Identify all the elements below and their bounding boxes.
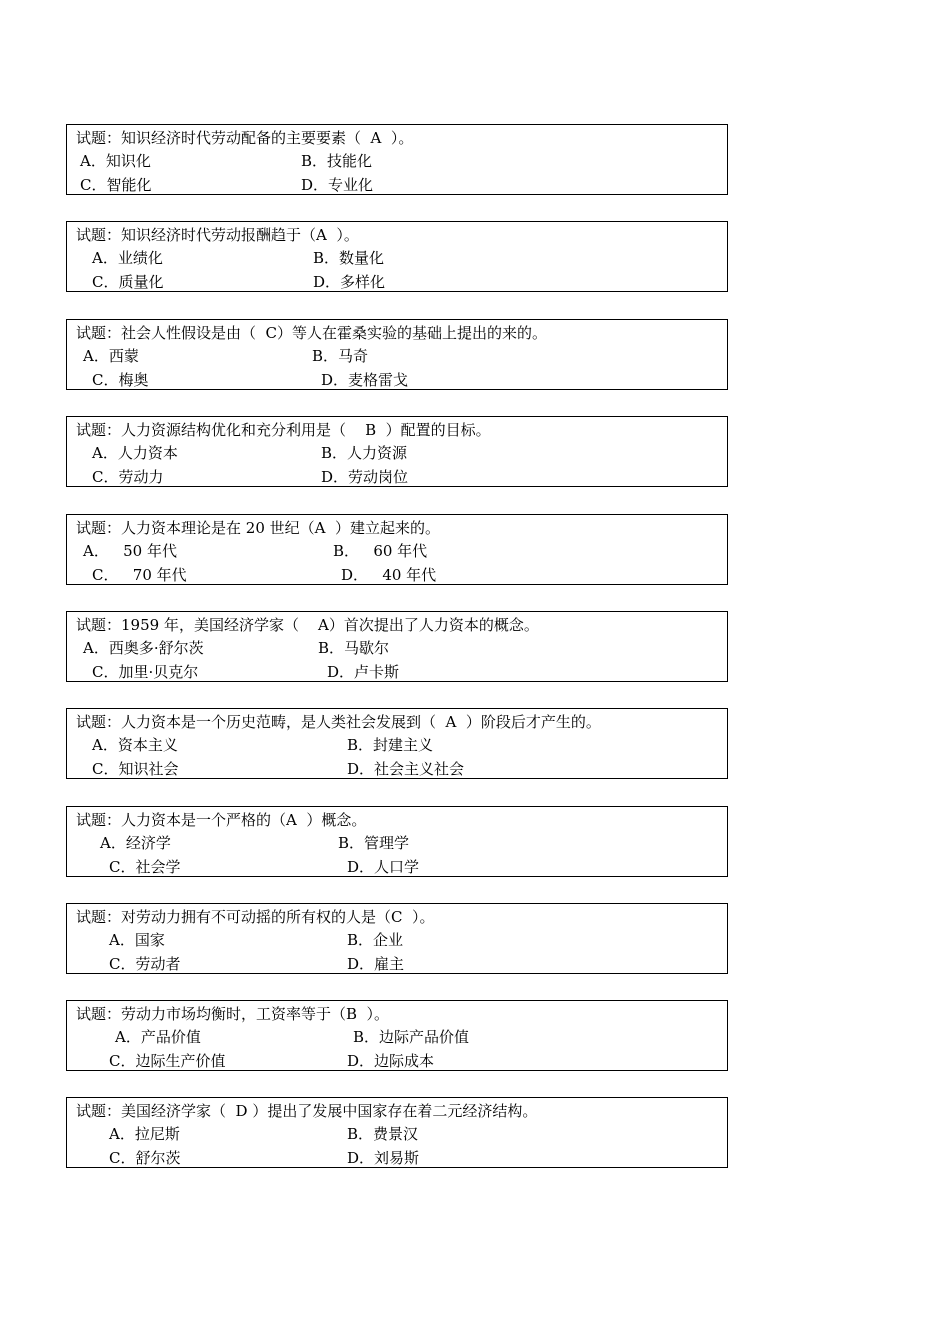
option-d: D．多样化 [313,273,386,291]
option-c: C．舒尔茨 [109,1149,181,1167]
question-stem: 试题：人力资源结构优化和充分利用是（ B ）配置的目标。 [76,421,491,439]
option-c: C． 70 年代 [92,566,187,584]
option-a: A．西奥多·舒尔茨 [83,639,204,657]
question-stem: 试题：劳动力市场均衡时，工资率等于（B ）。 [76,1005,390,1023]
option-c: C．加里·贝克尔 [92,663,199,681]
option-b: B．企业 [347,931,404,949]
option-d: D．社会主义社会 [347,760,465,778]
option-a: A．业绩化 [92,249,163,267]
question-stem: 试题：知识经济时代劳动配备的主要要素（ A ）。 [76,129,414,147]
option-d: D．麦格雷戈 [321,371,409,389]
question-stem: 试题：对劳动力拥有不可动摇的所有权的人是（C ）。 [76,908,435,926]
option-a: A． 50 年代 [83,542,177,560]
question-stem: 试题：知识经济时代劳动报酬趋于（A ）。 [76,226,359,244]
question-box [66,514,728,585]
question-stem: 试题：人力资本是一个历史范畴，是人类社会发展到（ A ）阶段后才产生的。 [76,713,601,731]
option-d: D．劳动岗位 [321,468,409,486]
option-a: A．产品价值 [115,1028,201,1046]
option-d: D．卢卡斯 [327,663,400,681]
question-box [66,903,728,974]
option-b: B．边际产品价值 [353,1028,470,1046]
option-b: B．人力资源 [321,444,408,462]
question-stem: 试题：美国经济学家（ D ）提出了发展中国家存在着二元经济结构。 [76,1102,538,1120]
option-b: B．封建主义 [347,736,434,754]
question-stem: 试题：人力资本是一个严格的（A ）概念。 [76,811,367,829]
question-box [66,416,728,487]
option-d: D． 40 年代 [341,566,437,584]
option-b: B．技能化 [301,152,373,170]
question-box [66,221,728,292]
option-c: C．智能化 [80,176,152,194]
option-d: D．雇主 [347,955,405,973]
option-c: C．梅奥 [92,371,149,389]
option-a: A．西蒙 [83,347,139,365]
option-c: C．劳动者 [109,955,181,973]
option-c: C．知识社会 [92,760,179,778]
question-stem: 试题：人力资本理论是在 20 世纪（A ）建立起来的。 [76,519,440,537]
option-a: A．国家 [109,931,165,949]
question-box [66,1000,728,1071]
option-c: C．社会学 [109,858,181,876]
option-a: A．经济学 [100,834,171,852]
option-d: D．专业化 [301,176,374,194]
question-stem: 试题：社会人性假设是由（ C）等人在霍桑实验的基础上提出的来的。 [76,324,548,342]
option-a: A．知识化 [80,152,151,170]
option-c: C．质量化 [92,273,164,291]
option-a: A．资本主义 [92,736,178,754]
question-box [66,708,728,779]
question-box [66,611,728,682]
question-stem: 试题：1959 年，美国经济学家（ A）首次提出了人力资本的概念。 [76,616,539,634]
option-d: D．刘易斯 [347,1149,420,1167]
question-box [66,806,728,877]
option-b: B．管理学 [338,834,410,852]
option-d: D．边际成本 [347,1052,435,1070]
question-box [66,124,728,195]
option-b: B．费景汉 [347,1125,419,1143]
option-b: B．马歇尔 [318,639,390,657]
option-b: B．马奇 [312,347,369,365]
option-a: A．拉尼斯 [109,1125,180,1143]
option-b: B．数量化 [313,249,385,267]
option-c: C．边际生产价值 [109,1052,226,1070]
question-box [66,319,728,390]
option-a: A．人力资本 [92,444,178,462]
option-c: C．劳动力 [92,468,164,486]
option-d: D．人口学 [347,858,420,876]
question-box [66,1097,728,1168]
option-b: B． 60 年代 [333,542,428,560]
